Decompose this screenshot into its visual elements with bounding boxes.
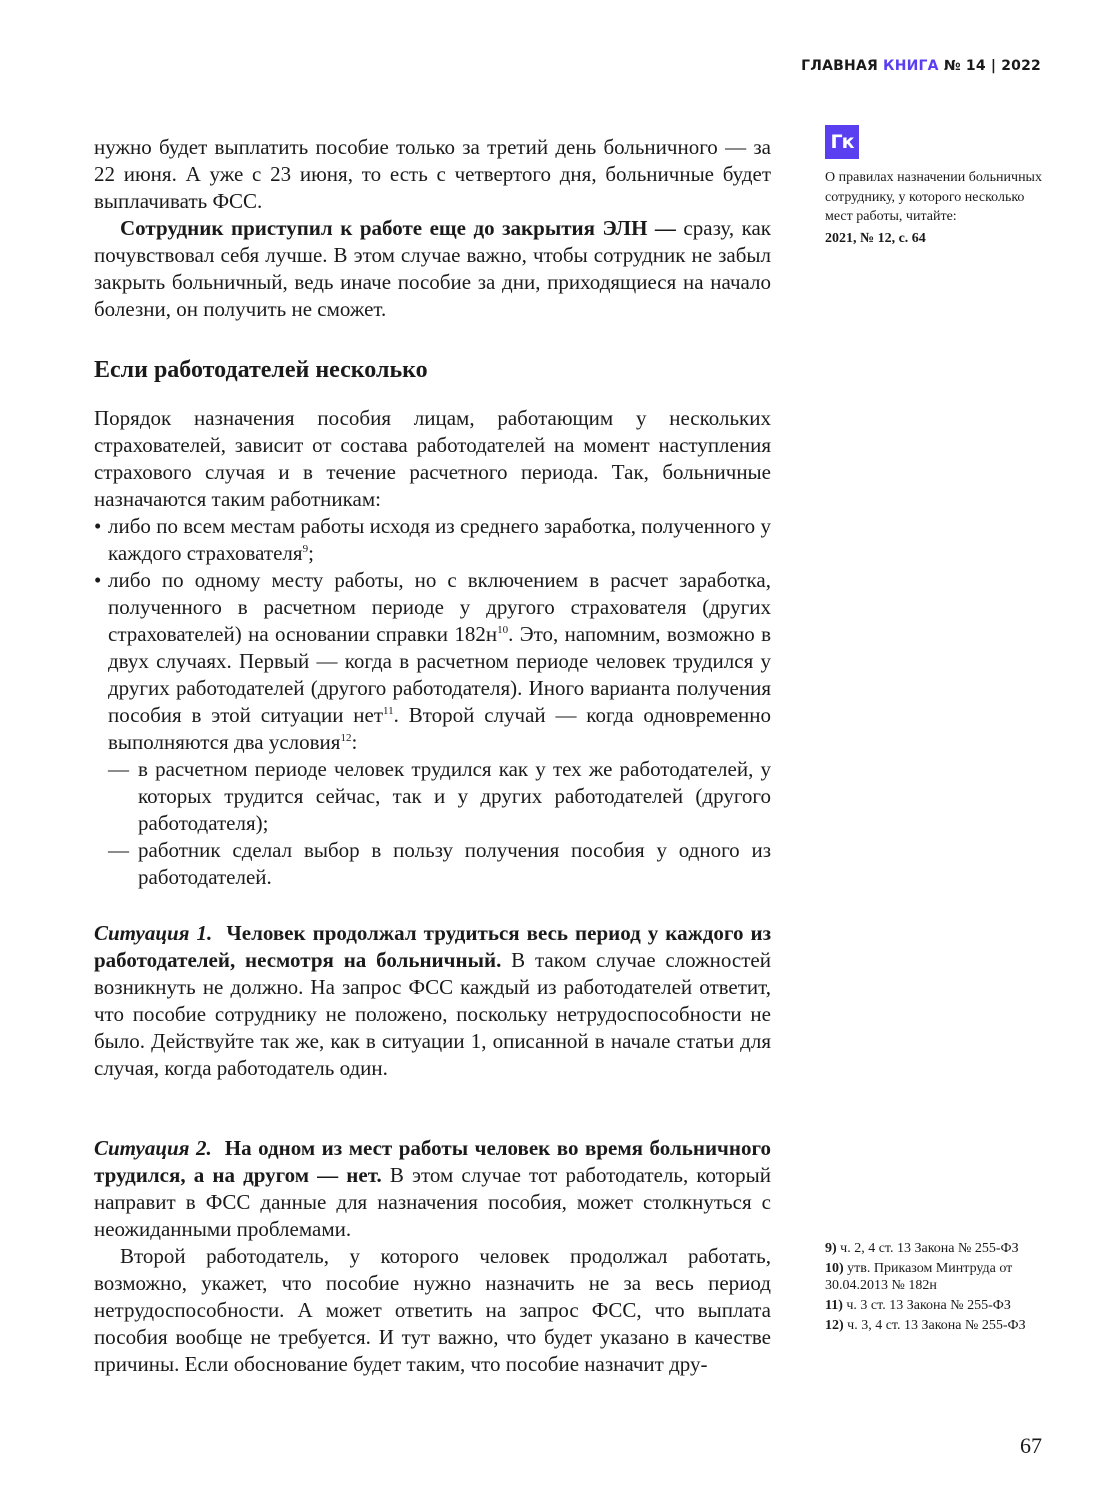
footnote-number: 12): [825, 1318, 844, 1333]
footnotes: [825, 1240, 1055, 1337]
sidebar-note: [825, 168, 1045, 248]
dash-text: работник сделал выбор в пользу получения пособия у одного из работодателей.: [138, 838, 771, 889]
paragraph: [94, 405, 771, 891]
paragraph-text: сразу, как почувствовал себя лучше. В этом случае важно, чтобы сотрудник не забыл закрыть больничный, ведь иначе пособие за дни, приходящиеся на начало болезни, он получить не сможет.: [94, 216, 771, 321]
bullet-item: [94, 513, 771, 567]
situation-title: Человек продолжал трудиться весь период у каждого из работодателей, несмотря на больничный.: [94, 921, 772, 972]
paragraph-lead: Сотрудник приступил к работе еще до закрытия ЭЛН —: [120, 216, 676, 240]
dash-item: [94, 837, 771, 891]
footnote-number: 10): [825, 1261, 844, 1276]
logo-icon: Гк: [825, 125, 859, 159]
footnote-text: ч. 3, 4 ст. 13 Закона № 255-ФЗ: [847, 1318, 1026, 1333]
footnote-ref: 10: [497, 624, 509, 636]
bullet-text: . Это, напомним, возможно в двух случаях. Первый — когда в расчетном периоде человек трудился у других работодателей (другого работодателя). Иного варианта получения пособия в этой ситуации нет: [108, 622, 771, 727]
sidebar-text: О правилах назначении больничных сотруднику, у которого несколько мест работы, читайте:: [825, 170, 1042, 224]
brand-name: ГЛАВНАЯ: [801, 58, 878, 74]
situation-label: Ситуация 2.: [94, 1136, 212, 1160]
punct: :: [351, 730, 358, 754]
running-header: [801, 58, 1041, 74]
footnote-number: 11): [825, 1298, 843, 1313]
footnote: [825, 1260, 1055, 1294]
bullet-text: либо по всем местам работы исходя из среднего заработка, полученного у каждого страхователя: [108, 514, 771, 565]
dash-marker: —: [108, 838, 129, 862]
footnote-number: 9): [825, 1241, 837, 1256]
bullet-item: [94, 567, 771, 756]
situation-title: На одном из мест работы человек во время больничного трудился, а на другом — нет.: [94, 1136, 772, 1187]
footnote-text: ч. 2, 4 ст. 13 Закона № 255-ФЗ: [840, 1241, 1019, 1256]
bullet-text: . Второй случай — когда одновременно выполняются два условия: [108, 703, 771, 754]
punct: ;: [308, 541, 314, 565]
paragraph-text: нужно будет выплатить пособие только за третий день больничного — за 22 июня. А уже с 23 июня, то есть с четвертого дня, больничные будет выплачивать ФСС.: [94, 135, 771, 213]
bullet-text: либо по одному месту работы, но с включением в расчет заработка, полученного в расчетном периоде у другого страхователя (других страхователей) на основании справки 182н: [108, 568, 771, 646]
situation-1: [94, 920, 771, 1082]
sidebar-reference[interactable]: 2021, № 12, с. 64: [825, 230, 926, 246]
paragraph-text: В таком случае сложностей возникнуть не должно. На запрос ФСС каждый из работодателей ответит, что пособие сотруднику не положено, поскольку нетрудоспособности не было. Действуйте так же, как в ситуации 1, описанной в начале статьи для случая, когда работодатель один.: [94, 948, 771, 1080]
footnote-ref: 9: [302, 543, 309, 555]
paragraph-text: В этом случае тот работодатель, который направит в ФСС данные для назначения пособия, может столкнуться с неожиданными проблемами.: [94, 1163, 771, 1241]
footnote-ref: 12: [340, 732, 352, 744]
issue-number: № 14 | 2022: [943, 58, 1041, 74]
footnote-text: утв. Приказом Минтруда от 30.04.2013 № 182н: [825, 1261, 1013, 1293]
footnote: [825, 1317, 1055, 1334]
dash-text: в расчетном периоде человек трудился как у тех же работодателей, у которых трудится сейчас, так и у других работодателей (другого работодателя);: [138, 757, 771, 835]
dash-marker: —: [108, 757, 129, 781]
footnote-ref: 11: [383, 705, 394, 717]
footnote-text: ч. 3 ст. 13 Закона № 255-ФЗ: [846, 1298, 1011, 1313]
footnote: [825, 1240, 1055, 1257]
dash-item: [94, 756, 771, 837]
brand-name-accent: КНИГА: [883, 58, 939, 74]
paragraph-text: Порядок назначения пособия лицам, работающим у нескольких страхователей, зависит от состава работодателей на момент наступления страхового случая и в течение расчетного периода. Так, больничные назначаются таким работникам:: [94, 406, 771, 511]
situation-2: [94, 1135, 771, 1378]
paragraph: [94, 134, 771, 215]
paragraph-text: Второй работодатель, у которого человек продолжал работать, возможно, укажет, что пособие нужно назначить не за весь период нетрудоспособности. А может ответить на запрос ФСС, что выплата пособия вообще не требуется. И тут важно, что будет указано в качестве причины. Если обоснование будет таким, что пособие назначит дру-: [94, 1244, 771, 1376]
situation-label: Ситуация 1.: [94, 921, 213, 945]
paragraph: [94, 215, 771, 323]
page-number: 67: [1020, 1433, 1042, 1458]
section-heading: Если работодателей несколько: [94, 357, 428, 383]
footnote: [825, 1297, 1055, 1314]
